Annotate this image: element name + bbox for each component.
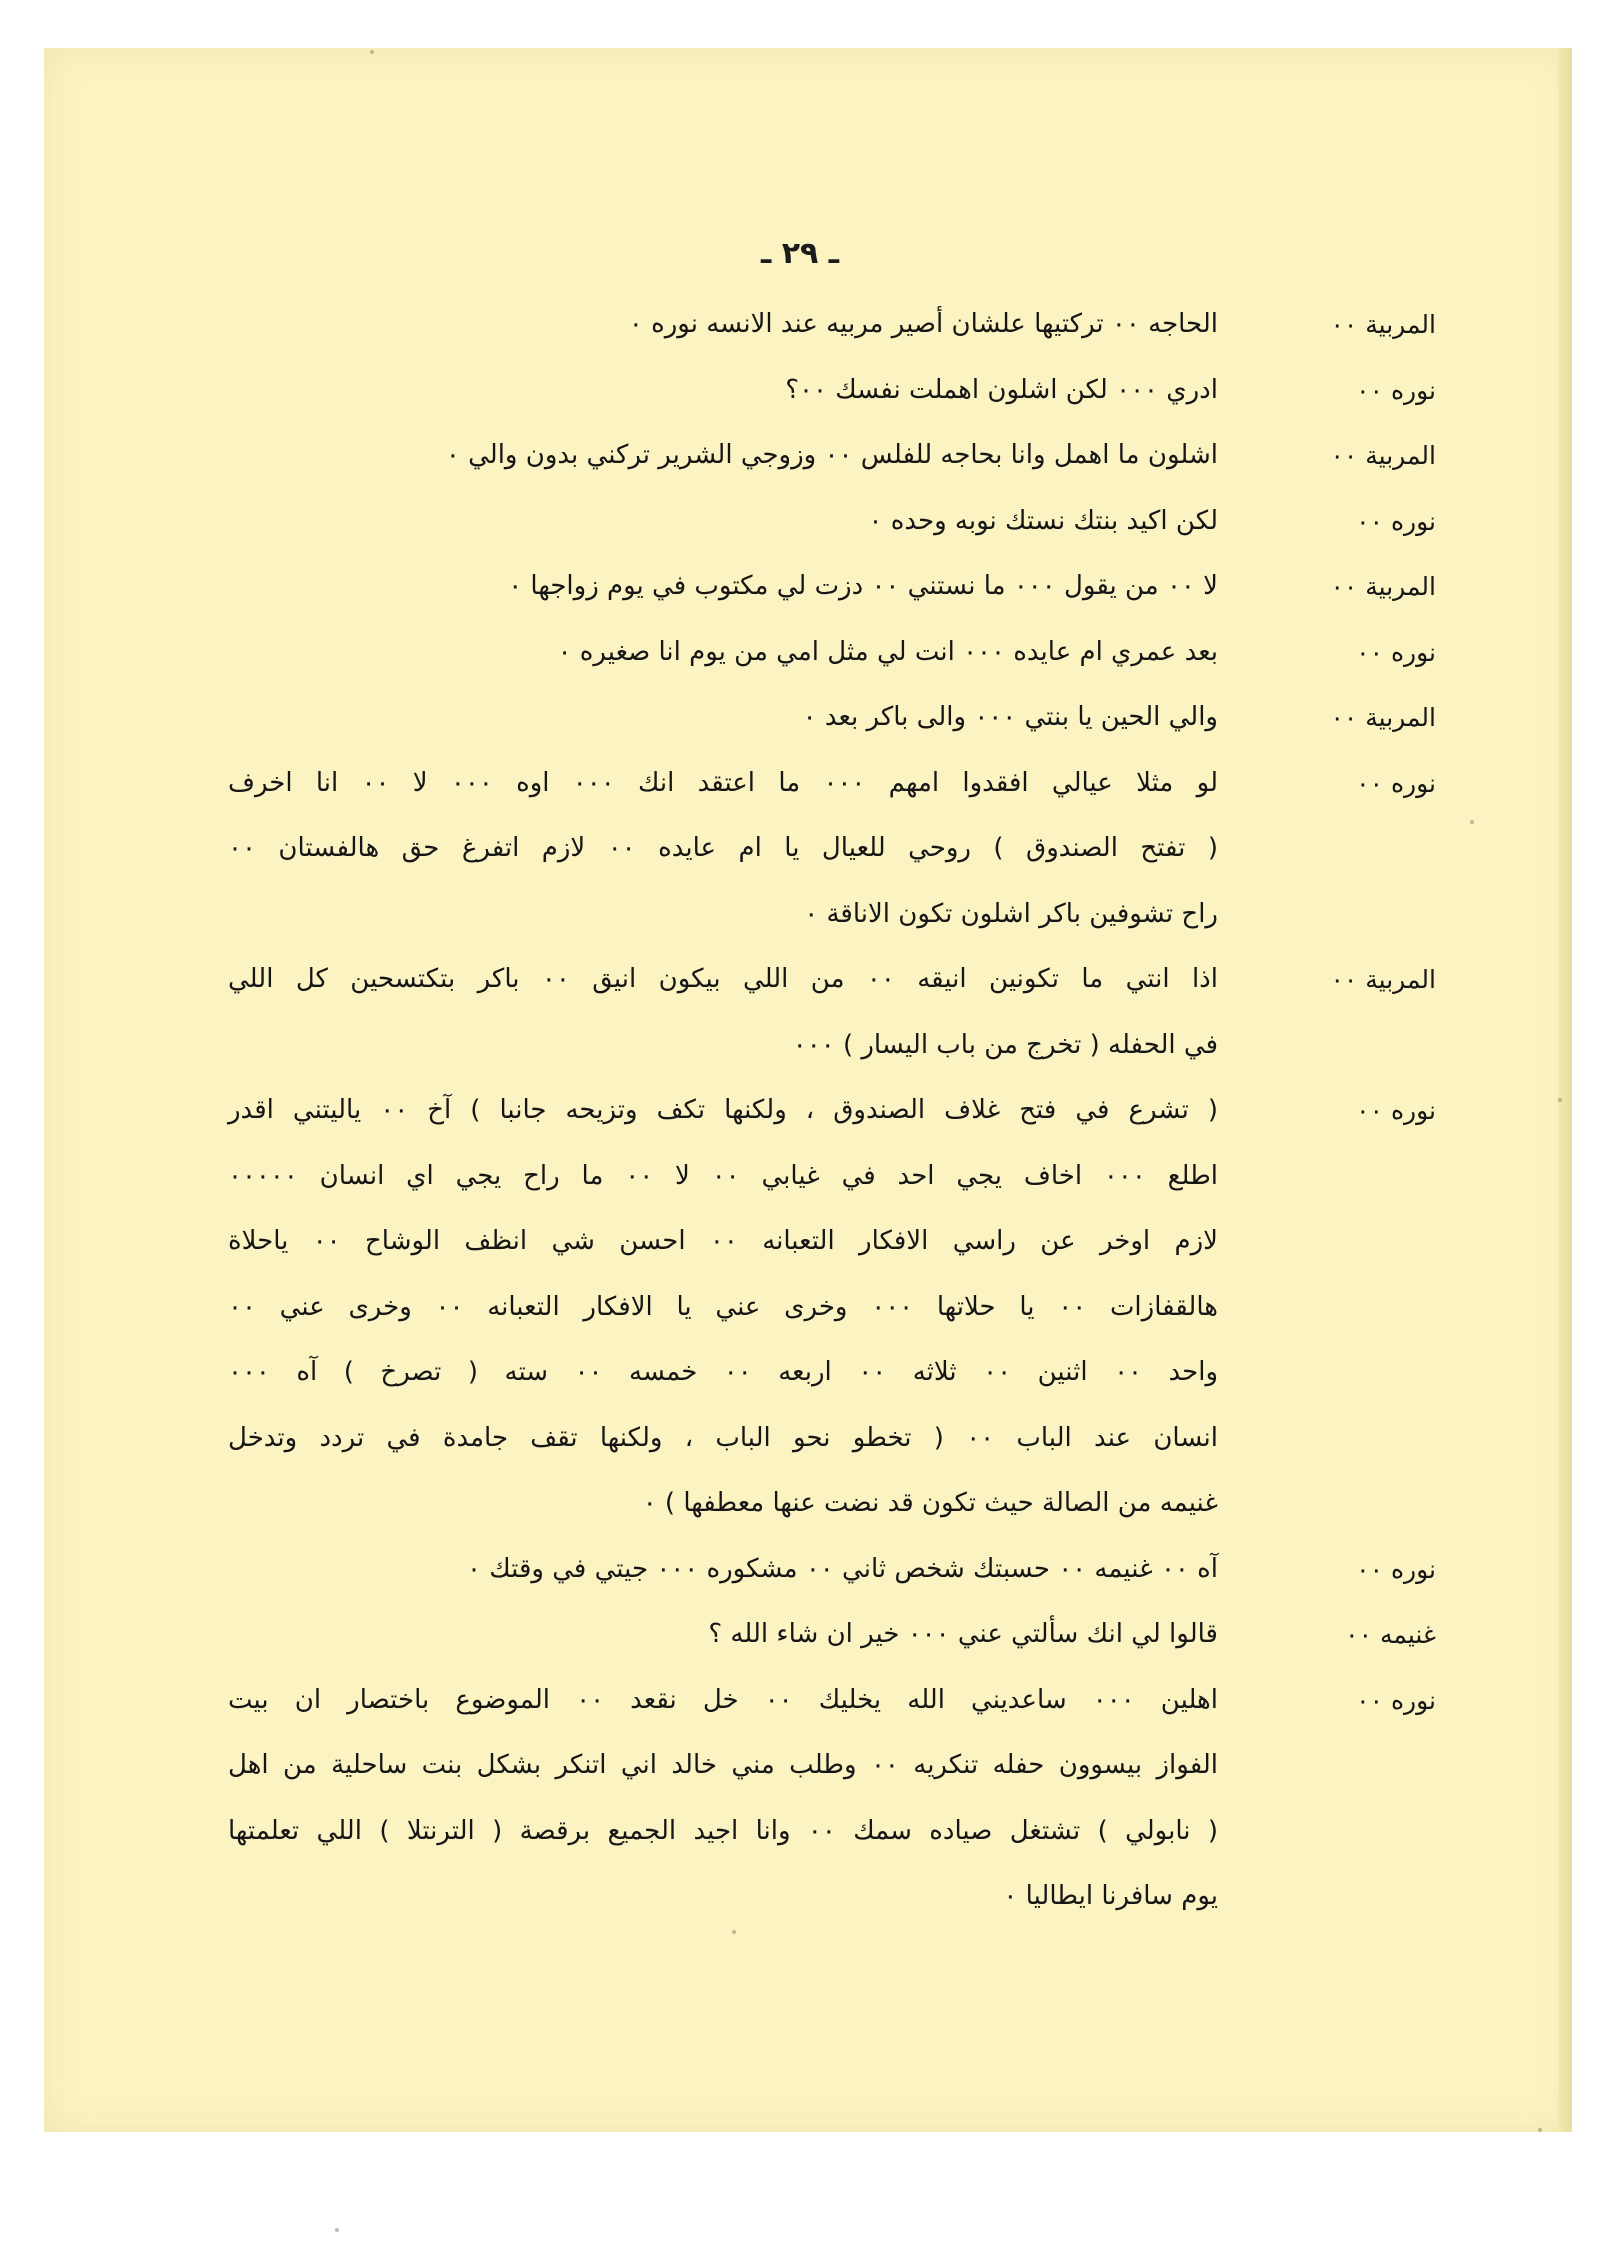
dialogue-text: الحاجه ٠٠ تركتيها علشان أصير مربيه عند الانسه نوره ٠	[628, 309, 1218, 339]
dialogue-text: ادري ٠٠٠ لكن اشلون اهملت نفسك ٠٠؟	[785, 374, 1218, 405]
dialogue-text: غنيمه من الصالة حيث تكون قد نضت عنها معطفها ) ٠	[642, 1488, 1218, 1518]
dialogue-text: بعد عمري ام عايده ٠٠٠ انت لي مثل امي من يوم انا صغيره ٠	[557, 636, 1218, 667]
script-line	[218, 1668, 1436, 1734]
script-line	[218, 882, 1436, 948]
script-line	[218, 1537, 1436, 1603]
script-line	[218, 685, 1436, 751]
dialogue-text: لا ٠٠ من يقول ٠٠٠ ما نستني ٠٠ دزت لي مكتوب في يوم زواجها ٠	[508, 571, 1218, 601]
script-line	[218, 1340, 1436, 1406]
dialogue-text: اهلين ٠٠٠ ساعديني الله يخليك ٠٠ خل نقعد ٠٠ الموضوع باختصار ان بيت	[228, 1684, 1218, 1715]
speaker-name: المربية ٠٠	[1330, 703, 1436, 732]
dialogue-text: قالوا لي انك سألتي عني ٠٠٠ خير ان شاء الله ؟	[708, 1619, 1218, 1649]
script-line	[218, 489, 1436, 555]
script-line	[218, 1799, 1436, 1865]
dialogue-text: والي الحين يا بنتي ٠٠٠ والى باكر بعد ٠	[802, 702, 1218, 732]
script-line	[218, 620, 1436, 686]
dust-speck	[732, 1930, 736, 1934]
dust-speck	[1538, 2128, 1542, 2132]
script-line	[218, 1471, 1436, 1537]
dialogue-text: راح تشوفين باكر اشلون تكون الاناقة ٠	[804, 898, 1218, 929]
page-number: ـ ٢٩ ـ	[760, 236, 840, 271]
script-line	[218, 358, 1436, 424]
dialogue-text: هالقفازات ٠٠ يا حلاتها ٠٠٠ وخرى عني يا الافكار التعبانه ٠٠ وخرى عني ٠٠	[228, 1291, 1218, 1322]
speaker-name: المربية ٠٠	[1330, 965, 1436, 994]
script-line	[218, 1144, 1436, 1210]
dust-speck	[1470, 820, 1474, 824]
dialogue-text: لكن اكيد بنتك نستك نوبه وحده ٠	[868, 505, 1218, 536]
dialogue-text: واحد ٠٠ اثنين ٠٠ ثلاثه ٠٠ اربعه ٠٠ خمسه ٠٠ سته ( تصرخ ) آه ٠٠٠	[228, 1357, 1219, 1387]
speaker-name: نوره ٠٠	[1356, 375, 1436, 405]
script-line	[218, 1209, 1436, 1275]
dialogue-text: ( تفتح الصندوق ) روحي للعيال يا ام عايده ٠٠ لازم اتفرغ حق هالفستان ٠٠	[228, 833, 1219, 863]
script-line	[218, 1733, 1436, 1799]
script-line	[218, 1013, 1436, 1079]
dialogue-text: يوم سافرنا ايطاليا ٠	[1003, 1881, 1218, 1911]
paper-edge	[1558, 48, 1572, 2132]
dialogue-text: في الحفله ( تخرج من باب اليسار ) ٠٠٠	[792, 1029, 1218, 1060]
dust-speck	[370, 50, 374, 54]
dialogue-text: لازم اوخر عن راسي الافكار التعبانه ٠٠ احسن شي انظف الوشاح ٠٠ ياحلاة	[228, 1226, 1218, 1256]
script-line	[218, 1078, 1436, 1144]
script-line	[218, 423, 1436, 489]
script-line	[218, 1406, 1436, 1472]
script-line	[218, 554, 1436, 620]
dialogue-text: اذا انتي ما تكونين انيقه ٠٠ من اللي بيكون انيق ٠٠ باكر بتكتسحين كل اللي	[228, 964, 1218, 994]
script-line	[218, 751, 1436, 817]
speaker-name: المربية ٠٠	[1330, 441, 1436, 470]
dialogue-text: الفواز بيسوون حفله تنكريه ٠٠ وطلب مني خالد اني اتنكر بشكل بنت ساحلية من اهل	[228, 1750, 1218, 1780]
dialogue-text: اشلون ما اهمل وانا بحاجه للفلس ٠٠ وزوجي الشرير تركني بدون والي ٠	[445, 440, 1218, 470]
dialogue-text: انسان عند الباب ٠٠ ( تخطو نحو الباب ، ولكنها تقف جامدة في تردد وتدخل	[228, 1422, 1218, 1453]
speaker-name: نوره ٠٠	[1356, 1685, 1436, 1715]
speaker-name: نوره ٠٠	[1356, 768, 1436, 798]
dialogue-text: لو مثلا عيالي افقدوا امهم ٠٠٠ ما اعتقد انك ٠٠٠ اوه ٠٠٠ لا ٠٠ انا اخرف	[228, 767, 1218, 798]
script-line	[218, 947, 1436, 1013]
dialogue-text: ( تشرع في فتح غلاف الصندوق ، ولكنها تكف وتزيحه جانبا ) آخ ٠٠ ياليتني اقدر	[228, 1095, 1218, 1125]
dialogue-text: اطلع ٠٠٠ اخاف يجي احد في غيابي ٠٠ لا ٠٠ ما راح يجي اي انسان ٠٠٠٠٠	[228, 1160, 1219, 1191]
speaker-name: المربية ٠٠	[1330, 310, 1436, 339]
speaker-name: نوره ٠٠	[1356, 637, 1436, 667]
dust-speck	[1558, 1098, 1562, 1102]
script-body	[218, 292, 1436, 1930]
speaker-name: نوره ٠٠	[1356, 1096, 1436, 1125]
script-line	[218, 1275, 1436, 1341]
dialogue-text: ( نابولي ) تشتغل صياده سمك ٠٠ وانا اجيد الجميع برقصة ( الترنتلا ) اللي تعلمتها	[228, 1815, 1219, 1846]
dialogue-text: آه ٠٠ غنيمه ٠٠ حسبتك شخص ثاني ٠٠ مشكوره ٠٠٠ جيتي في وقتك ٠	[467, 1553, 1218, 1584]
script-line	[218, 292, 1436, 358]
script-line	[218, 816, 1436, 882]
speaker-name: غنيمه ٠٠	[1345, 1620, 1436, 1649]
speaker-name: نوره ٠٠	[1356, 506, 1436, 536]
speaker-name: نوره ٠٠	[1356, 1554, 1436, 1584]
script-line	[218, 1602, 1436, 1668]
script-line	[218, 1864, 1436, 1930]
speaker-name: المربية ٠٠	[1330, 572, 1436, 601]
dust-speck	[335, 2228, 339, 2232]
